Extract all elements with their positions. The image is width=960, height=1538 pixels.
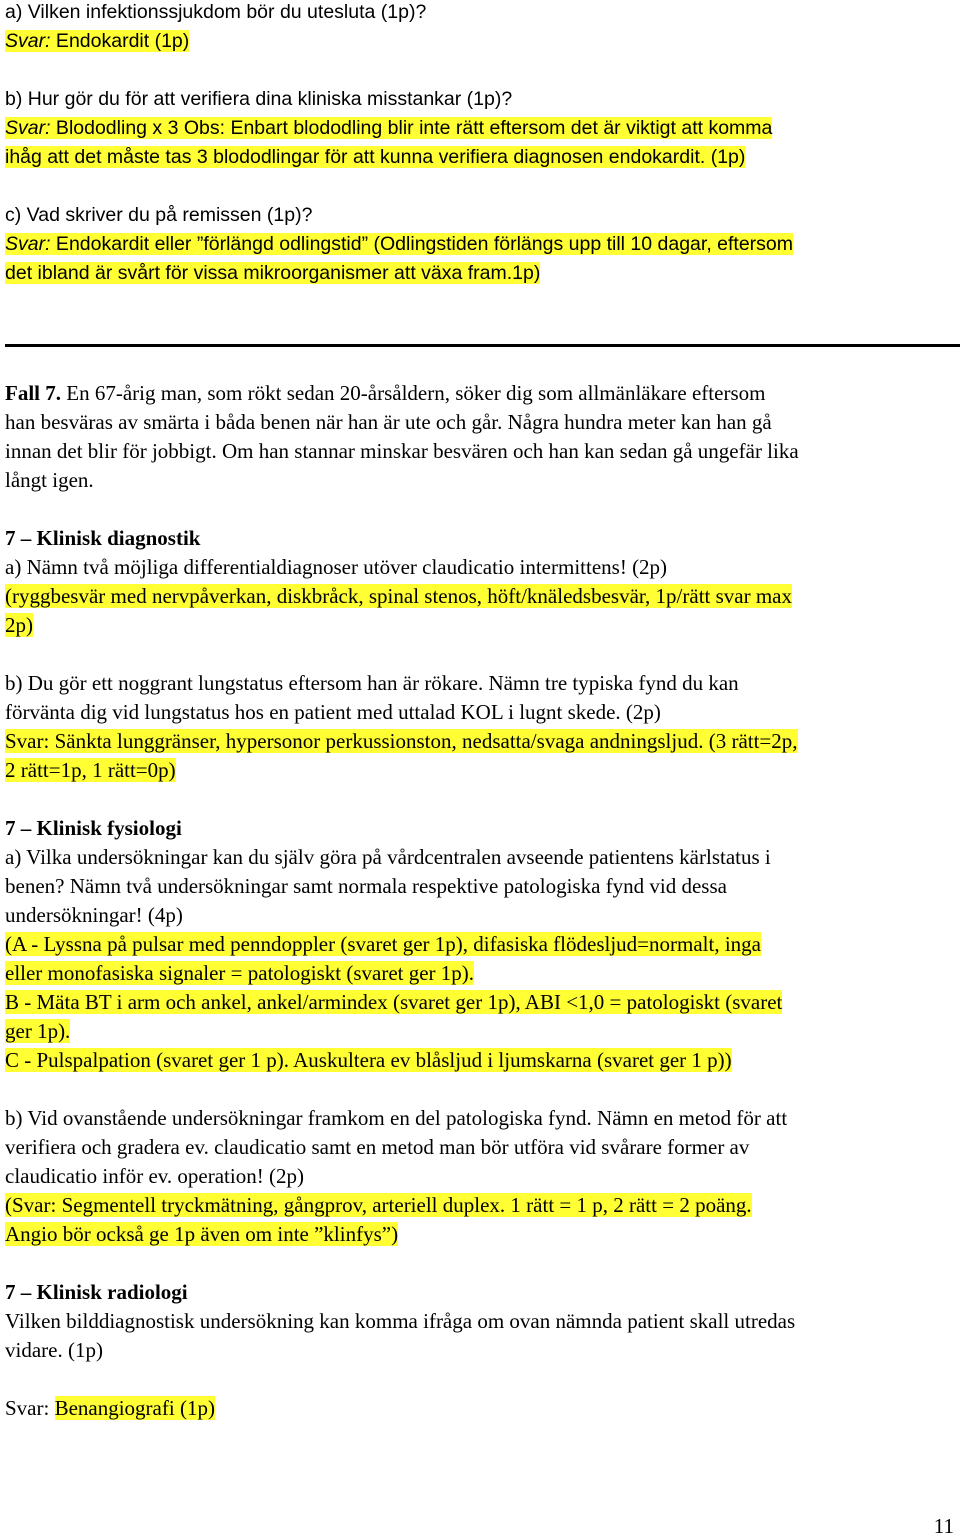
case-title: Fall 7.: [5, 381, 61, 405]
rad-question-line2: vidare. (1p): [5, 1338, 103, 1362]
diag-answer-b-line2: 2 rätt=1p, 1 rätt=0p): [5, 758, 176, 782]
answer-c-line1: [5, 232, 793, 258]
diag-question-a: a) Nämn två möjliga differentialdiagnoser utöver claudicatio intermittens! (2p): [5, 555, 668, 579]
fys-question-a-line1: a) Vilka undersökningar kan du själv göra på vårdcentralen avseende patientens kärlstatus i: [5, 845, 771, 869]
answer-label: Svar:: [5, 30, 51, 52]
case-intro-line4: långt igen.: [5, 468, 94, 492]
case-intro-line3: innan det blir för jobbigt. Om han stannar minskar besvären och han kan sedan gå ungefär lika: [5, 439, 799, 463]
diag-answer-b-line1: Svar: Sänkta lunggränser, hypersonor perkussionston, nedsatta/svaga andningsljud. (3 rätt=2p,: [5, 729, 798, 753]
fys-answer-a-line5: C - Pulspalpation (svaret ger 1 p). Auskultera ev blåsljud i ljumskarna (svaret ger 1 p)): [5, 1048, 732, 1072]
answer-text: det ibland är svårt för vissa mikroorganismer att växa fram.1p): [5, 262, 541, 284]
case-intro-line1: Fall 7. En 67-årig man, som rökt sedan 20-årsåldern, söker dig som allmänläkare eftersom: [5, 381, 766, 405]
answer-text: Benangiografi (1p): [54, 1396, 215, 1420]
answer-label: Svar:: [5, 117, 51, 139]
question-b-verify: b) Hur gör du för att verifiera dina kliniska misstankar (1p)?: [5, 88, 513, 110]
diag-question-b-line1: b) Du gör ett noggrant lungstatus eftersom han är rökare. Nämn tre typiska fynd du kan: [5, 671, 739, 695]
diag-answer-a-line1: (ryggbesvär med nervpåverkan, diskbråck, spinal stenos, höft/knäledsbesvär, 1p/rätt svar max: [5, 584, 793, 608]
page-number: 11: [933, 1514, 954, 1538]
fys-answer-a-line1: (A - Lyssna på pulsar med penndoppler (svaret ger 1p), difasiska flödesljud=normalt, inga: [5, 932, 761, 956]
fys-question-b-line3: claudicatio inför ev. operation! (2p): [5, 1164, 304, 1188]
answer-c-line2: [5, 261, 540, 287]
heading-klinisk-radiologi: 7 – Klinisk radiologi: [5, 1280, 188, 1304]
answer-text: Endokardit (1p): [50, 30, 190, 52]
fys-answer-a-line3: B - Mäta BT i arm och ankel, ankel/armindex (svaret ger 1p), ABI <1,0 = patologiskt (svaret: [5, 990, 783, 1014]
fys-question-a-line3: undersökningar! (4p): [5, 903, 183, 927]
answer-text: Endokardit eller ”förlängd odlingstid” (Odlingstiden förlängs upp till 10 dagar, eftersom: [50, 233, 794, 255]
section-divider: [5, 344, 960, 347]
fys-answer-a-line4: ger 1p).: [5, 1019, 71, 1043]
answer-label: Svar:: [5, 1396, 55, 1420]
answer-text: Blododling x 3 Obs: Enbart blododling blir inte rätt eftersom det är viktigt att komma: [50, 117, 773, 139]
answer-b-line1: [5, 116, 772, 142]
fys-answer-b-line1: (Svar: Segmentell tryckmätning, gångprov, arteriell duplex. 1 rätt = 1 p, 2 rätt = 2 poäng.: [5, 1193, 752, 1217]
question-a-infection: a) Vilken infektionssjukdom bör du utesluta (1p)?: [5, 1, 427, 23]
fys-answer-b-line2: Angio bör också ge 1p även om inte ”klinfys”): [5, 1222, 399, 1246]
fys-answer-a-line2: eller monofasiska signaler = patologiskt (svaret ger 1p).: [5, 961, 475, 985]
case-intro-line2: han besväras av smärta i båda benen när han är ute och går. Några hundra meter kan han gå: [5, 410, 772, 434]
rad-answer: [5, 1396, 215, 1422]
heading-klinisk-fysiologi: 7 – Klinisk fysiologi: [5, 816, 182, 840]
answer-a-infection: [5, 29, 189, 55]
answer-label: Svar:: [5, 233, 51, 255]
diag-question-b-line2: förvänta dig vid lungstatus hos en patient med uttalad KOL i lugnt skede. (2p): [5, 700, 661, 724]
diag-answer-a-line2: 2p): [5, 613, 33, 637]
fys-question-b-line2: verifiera och gradera ev. claudicatio samt en metod man bör utföra vid svårare former av: [5, 1135, 750, 1159]
rad-question-line1: Vilken bilddiagnostisk undersökning kan komma ifråga om ovan nämnda patient skall utredas: [5, 1309, 796, 1333]
fys-question-a-line2: benen? Nämn två undersökningar samt normala respektive patologiska fynd vid dessa: [5, 874, 727, 898]
answer-text: ihåg att det måste tas 3 blododlingar för att kunna verifiera diagnosen endokardit. (1p): [5, 146, 746, 168]
fys-question-b-line1: b) Vid ovanstående undersökningar framkom en del patologiska fynd. Nämn en metod för att: [5, 1106, 788, 1130]
heading-klinisk-diagnostik: 7 – Klinisk diagnostik: [5, 526, 201, 550]
answer-b-line2: [5, 145, 745, 171]
question-c-referral: c) Vad skriver du på remissen (1p)?: [5, 204, 313, 226]
